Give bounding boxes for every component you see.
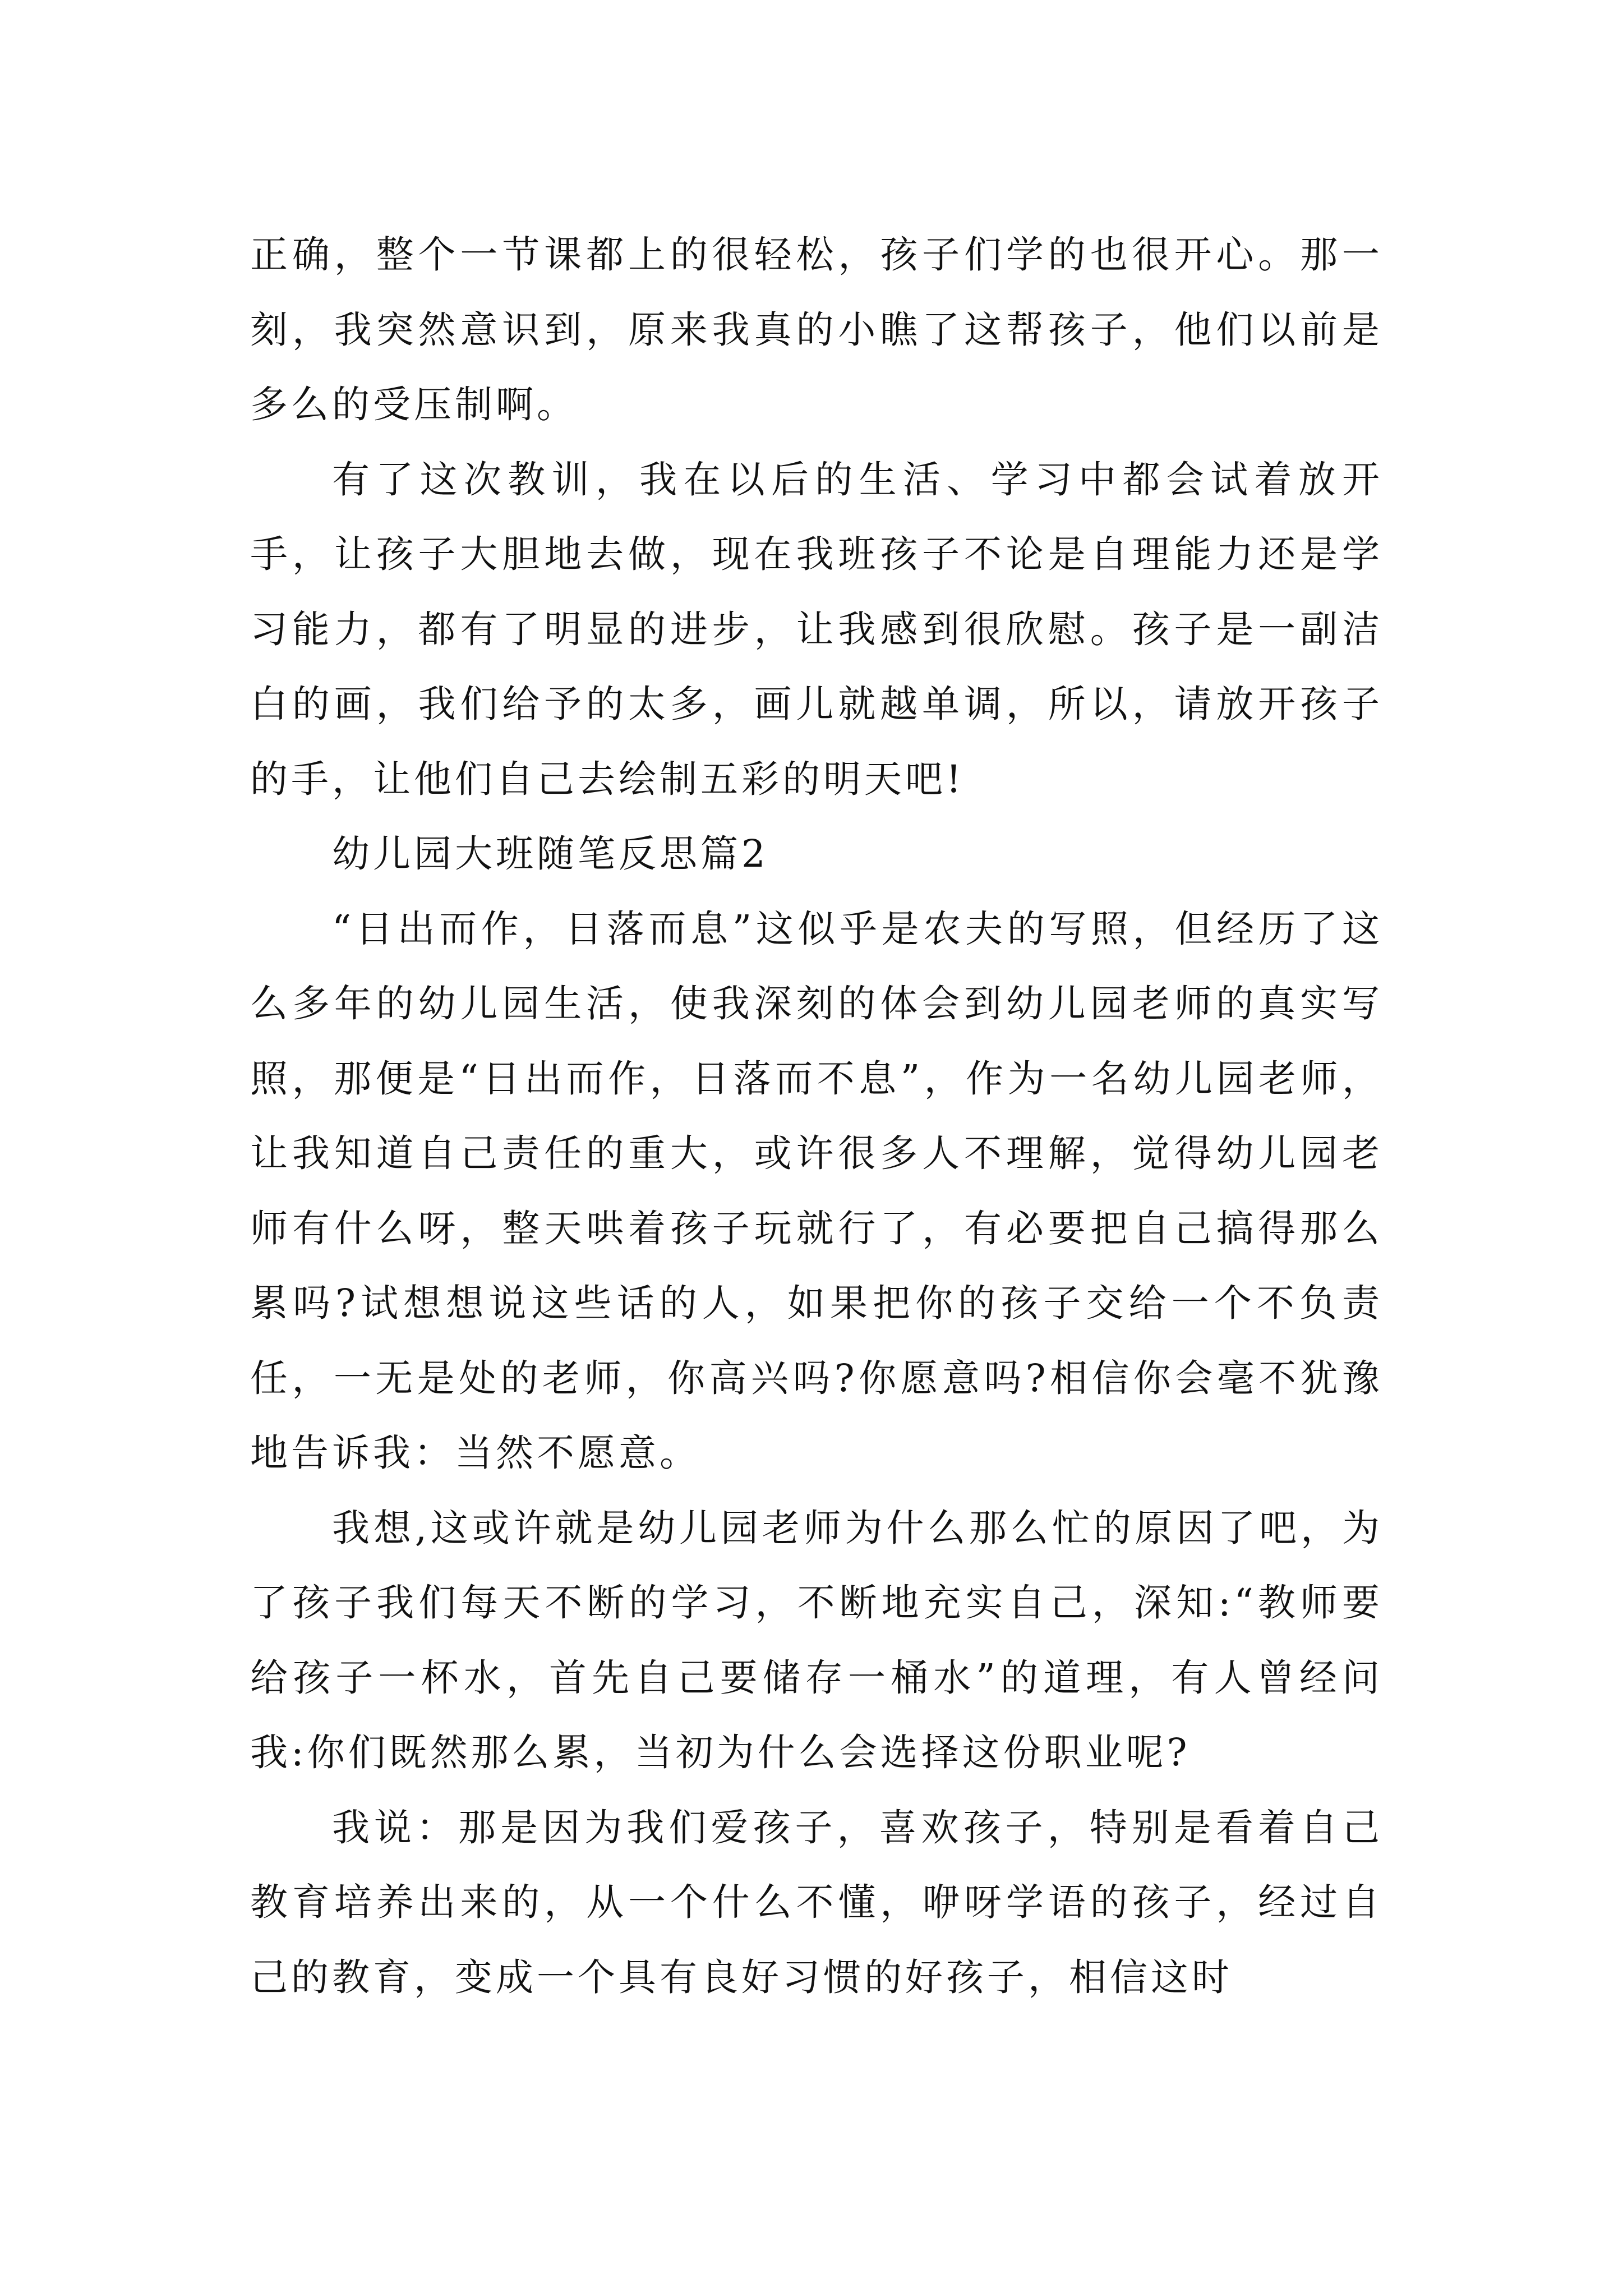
document-body (250, 218, 1383, 2015)
paragraph-continuation: 正确，整个一节课都上的很轻松，孩子们学的也很开心。那一刻，我突然意识到，原来我真的小瞧了这帮孩子，他们以前是多么的受压制啊。 (250, 233, 1383, 426)
paragraph: 我说：那是因为我们爱孩子，喜欢孩子，特别是看着自己教育培养出来的，从一个什么不懂，咿呀学语的孩子，经过自己的教育，变成一个具有良好习惯的好孩子，相信这时 (250, 1805, 1383, 1999)
section-heading: 幼儿园大班随笔反思篇2 (332, 832, 769, 876)
paragraph: 有了这次教训，我在以后的生活、学习中都会试着放开手，让孩子大胆地去做，现在我班孩子不论是自理能力还是学习能力，都有了明显的进步，让我感到很欣慰。孩子是一副洁白的画，我们给予的太多，画儿就越单调，所以，请放开孩子的手，让他们自己去绘制五彩的明天吧! (250, 457, 1383, 801)
paragraph: 我想,这或许就是幼儿园老师为什么那么忙的原因了吧，为了孩子我们每天不断的学习，不断地充实自己，深知:“教师要给孩子一杯水，首先自己要储存一桶水”的道理，有人曾经问我:你们既然那么累，当初为什么会选择这份职业呢? (250, 1506, 1384, 1774)
paragraph: “日出而作，日落而息”这似乎是农夫的写照，但经历了这么多年的幼儿园生活，使我深刻的体会到幼儿园老师的真实写照，那便是“日出而作，日落而不息”，作为一名幼儿园老师，让我知道自己责任的重大，或许很多人不理解，觉得幼儿园老师有什么呀，整天哄着孩子玩就行了，有必要把自己搞得那么累吗?试想想说这些话的人，如果把你的孩子交给一个不负责任，一无是处的老师，你高兴吗?你愿意吗?相信你会毫不犹豫地告诉我：当然不愿意。 (250, 907, 1383, 1475)
